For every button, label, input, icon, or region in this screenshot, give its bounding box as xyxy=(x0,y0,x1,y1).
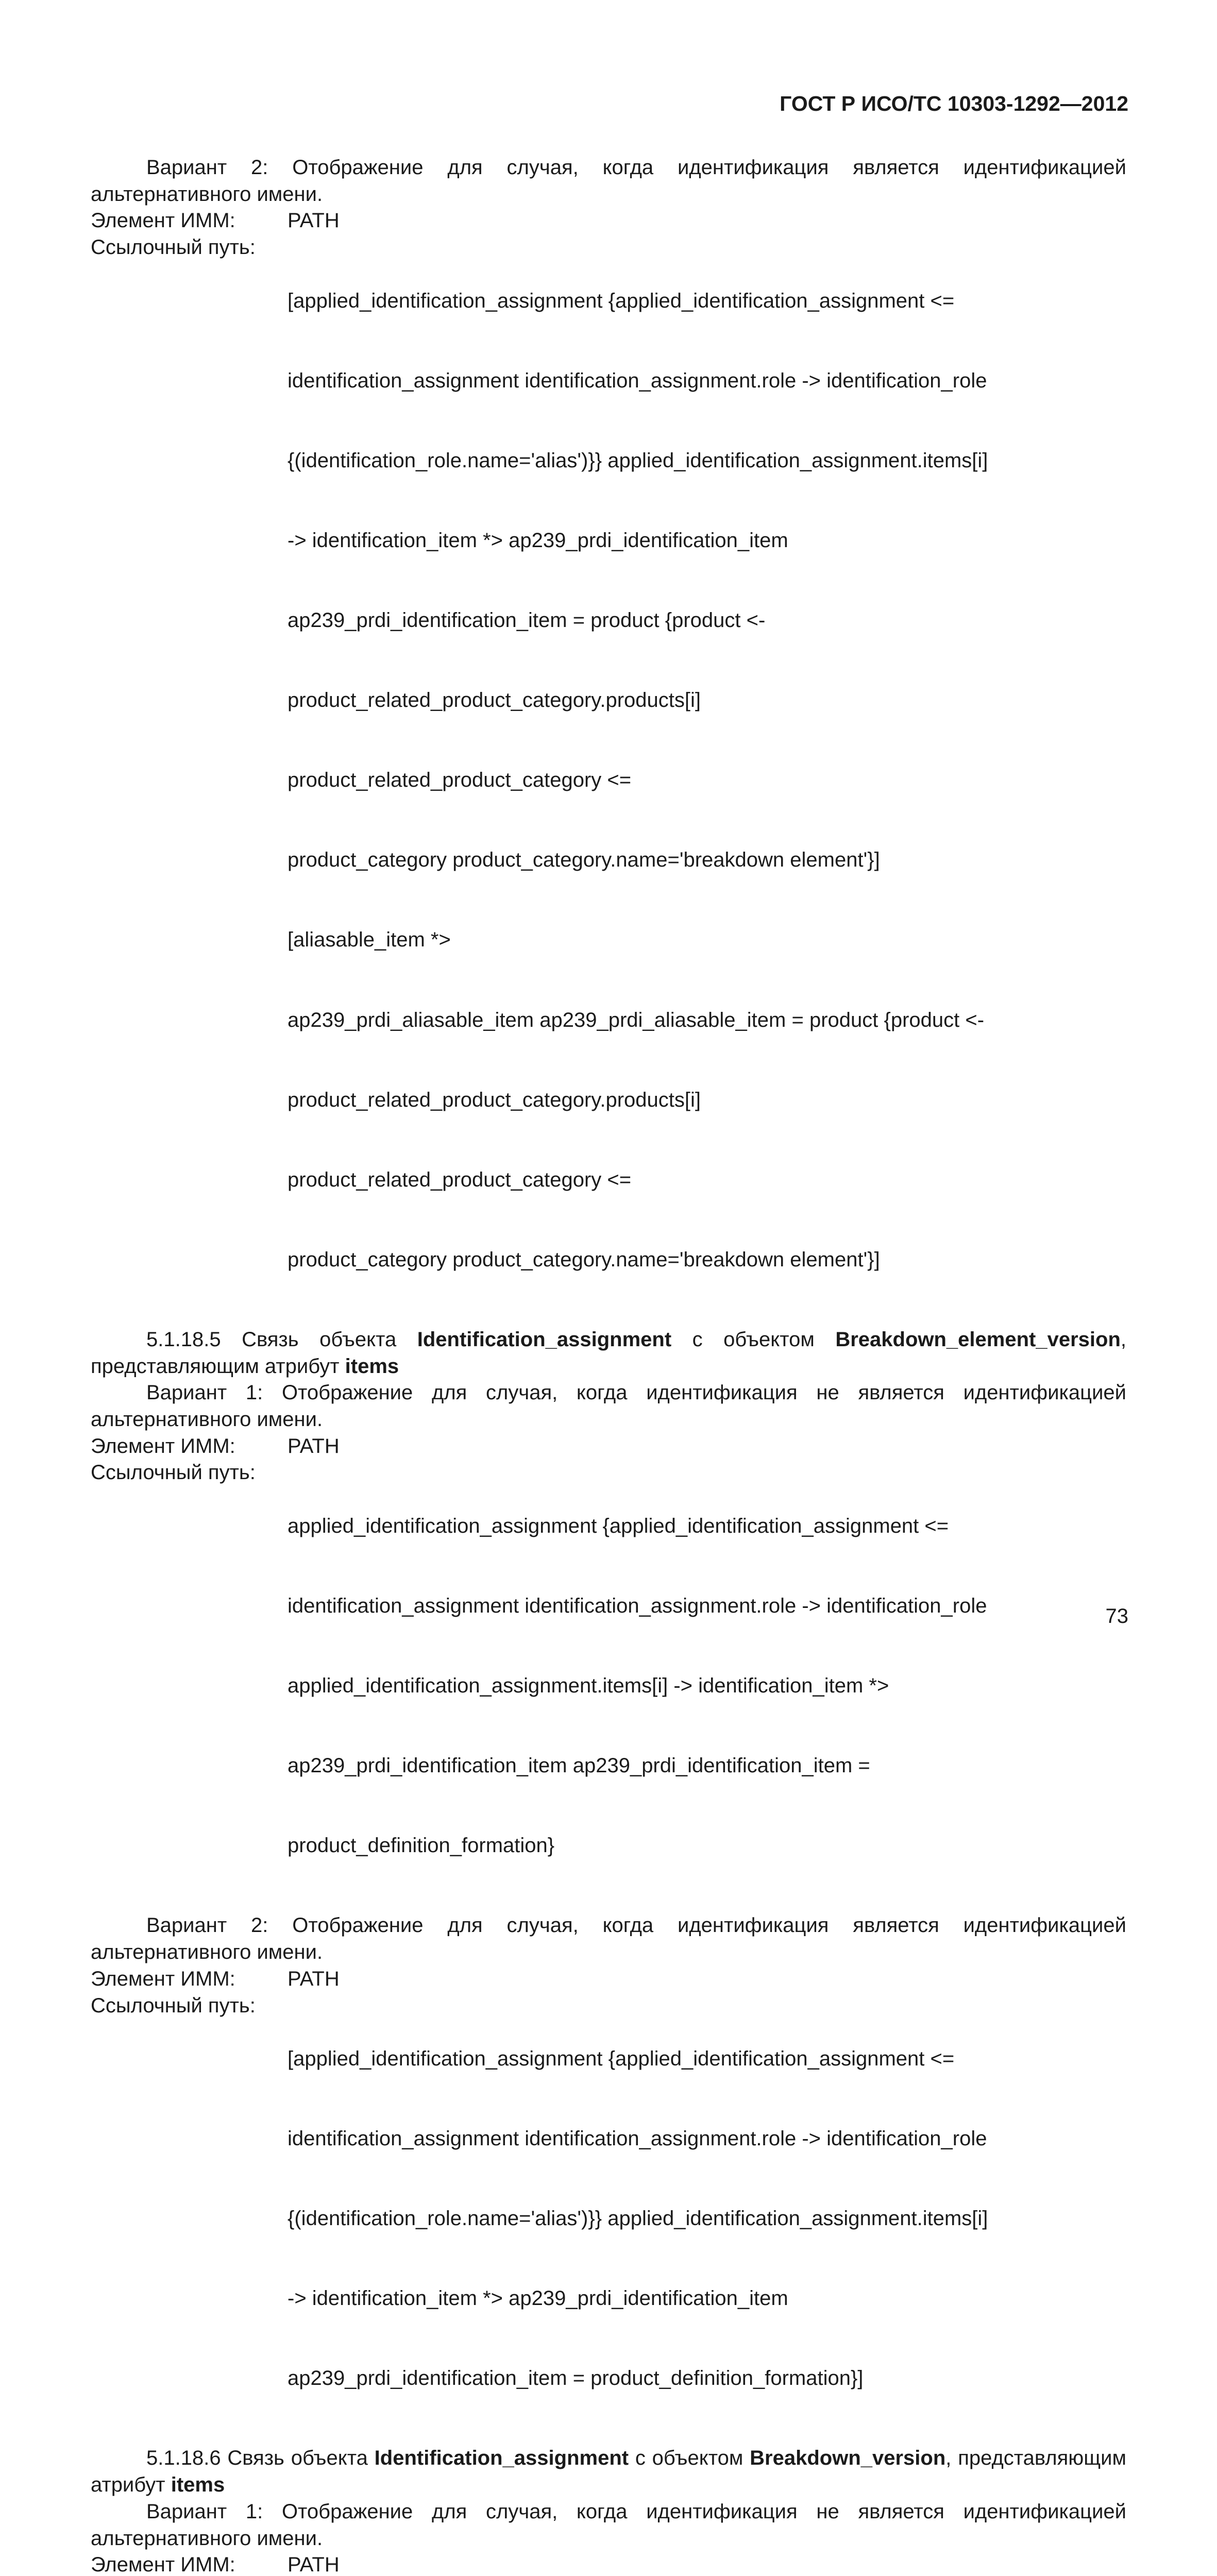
entity-name: Identification_assignment xyxy=(374,2447,629,2470)
entity-name: Breakdown_element_version xyxy=(835,1328,1121,1351)
path-line: {(identification_role.name='alias')}} applied_identification_assignment.items[i] xyxy=(288,449,988,472)
path-line: product_definition_formation} xyxy=(288,1834,555,1857)
path-line: ap239_prdi_identification_item = product_definition_formation}] xyxy=(288,2367,864,2390)
reference-path-label: Ссылочный путь: xyxy=(91,1461,256,1484)
element-value: PATH xyxy=(288,1967,340,1990)
page-number: 73 xyxy=(1105,1605,1128,1628)
reference-path-row xyxy=(91,1993,1126,2446)
reference-path-value xyxy=(288,1460,1126,1912)
path-line: {(identification_role.name='alias')}} applied_identification_assignment.items[i] xyxy=(288,2207,988,2230)
reference-path-row xyxy=(91,1460,1126,1912)
variant-paragraph: Вариант 2: Отображение для случая, когда идентификация является идентификацией альтернативного имени. xyxy=(91,1914,1126,1964)
path-line: product_related_product_category.products[i] xyxy=(288,1088,701,1111)
element-value: PATH xyxy=(288,209,340,232)
path-line: -> identification_item *> ap239_prdi_identification_item xyxy=(288,529,788,552)
path-line: product_category product_category.name='breakdown element'}] xyxy=(288,849,880,872)
path-line: -> identification_item *> ap239_prdi_identification_item xyxy=(288,2287,788,2310)
path-line: [applied_identification_assignment {applied_identification_assignment <= xyxy=(288,2047,955,2070)
attribute-name: items xyxy=(345,1354,399,1378)
document-body xyxy=(91,155,1126,2576)
section-heading-5-1-18-5 xyxy=(91,1327,1126,1380)
section-mid: с объектом xyxy=(671,1328,836,1351)
element-label: Элемент ИММ: xyxy=(91,1434,235,1458)
path-line: [aliasable_item *> xyxy=(288,928,451,952)
path-line: ap239_prdi_identification_item ap239_prdi_identification_item = xyxy=(288,1754,870,1777)
section-suffix: , представляющим атрибут xyxy=(91,2447,1127,2497)
element-value: PATH xyxy=(288,1434,340,1458)
variant-paragraph: Вариант 1: Отображение для случая, когда идентификация не является идентификацией альтернативного имени. xyxy=(91,1381,1126,1431)
path-line: ap239_prdi_identification_item = product {product <- xyxy=(288,608,766,632)
path-line: identification_assignment identification_assignment.role -> identification_role xyxy=(288,2127,987,2150)
reference-path-row xyxy=(91,234,1126,1327)
element-row xyxy=(91,1433,1126,1460)
path-line: product_related_product_category.products[i] xyxy=(288,689,701,712)
reference-path-value xyxy=(288,234,1126,1327)
path-line: ap239_prdi_aliasable_item ap239_prdi_aliasable_item = product {product <- xyxy=(288,1008,985,1031)
element-row xyxy=(91,1966,1126,1993)
reference-path-value xyxy=(288,1993,1126,2446)
element-label: Элемент ИММ: xyxy=(91,2553,235,2576)
path-line: identification_assignment identification_assignment.role -> identification_role xyxy=(288,369,987,392)
reference-path-label: Ссылочный путь: xyxy=(91,236,256,259)
attribute-name: items xyxy=(171,2473,225,2497)
element-value: PATH xyxy=(288,2553,340,2576)
variant-paragraph: Вариант 2: Отображение для случая, когда идентификация является идентификацией альтернативного имени. xyxy=(91,156,1126,206)
element-label: Элемент ИММ: xyxy=(91,1967,235,1990)
entity-name: Breakdown_version xyxy=(750,2447,946,2470)
element-label: Элемент ИММ: xyxy=(91,209,235,232)
path-line: product_related_product_category <= xyxy=(288,1168,632,1191)
section-heading-5-1-18-6 xyxy=(91,2445,1126,2498)
element-row xyxy=(91,2552,1126,2576)
path-line: product_related_product_category <= xyxy=(288,769,632,792)
path-line: applied_identification_assignment {applied_identification_assignment <= xyxy=(288,1514,949,1537)
section-mid: с объектом xyxy=(629,2447,750,2470)
path-line: [applied_identification_assignment {applied_identification_assignment <= xyxy=(288,289,955,312)
section-prefix: 5.1.18.5 Связь объекта xyxy=(146,1328,417,1351)
entity-name: Identification_assignment xyxy=(417,1328,672,1351)
section-suffix: , представляющим атрибут xyxy=(91,1328,1127,1378)
section-prefix: 5.1.18.6 Связь объекта xyxy=(146,2447,375,2470)
path-line: product_category product_category.name='breakdown element'}] xyxy=(288,1248,880,1271)
reference-path-label: Ссылочный путь: xyxy=(91,1994,256,2017)
variant-paragraph: Вариант 1: Отображение для случая, когда идентификация не является идентификацией альтернативного имени. xyxy=(91,2500,1126,2550)
element-row xyxy=(91,208,1126,234)
path-line: identification_assignment identification_assignment.role -> identification_role xyxy=(288,1594,987,1617)
path-line: applied_identification_assignment.items[i] -> identification_item *> xyxy=(288,1674,889,1698)
document-header: ГОСТ Р ИСО/ТС 10303-1292—2012 xyxy=(780,92,1128,115)
